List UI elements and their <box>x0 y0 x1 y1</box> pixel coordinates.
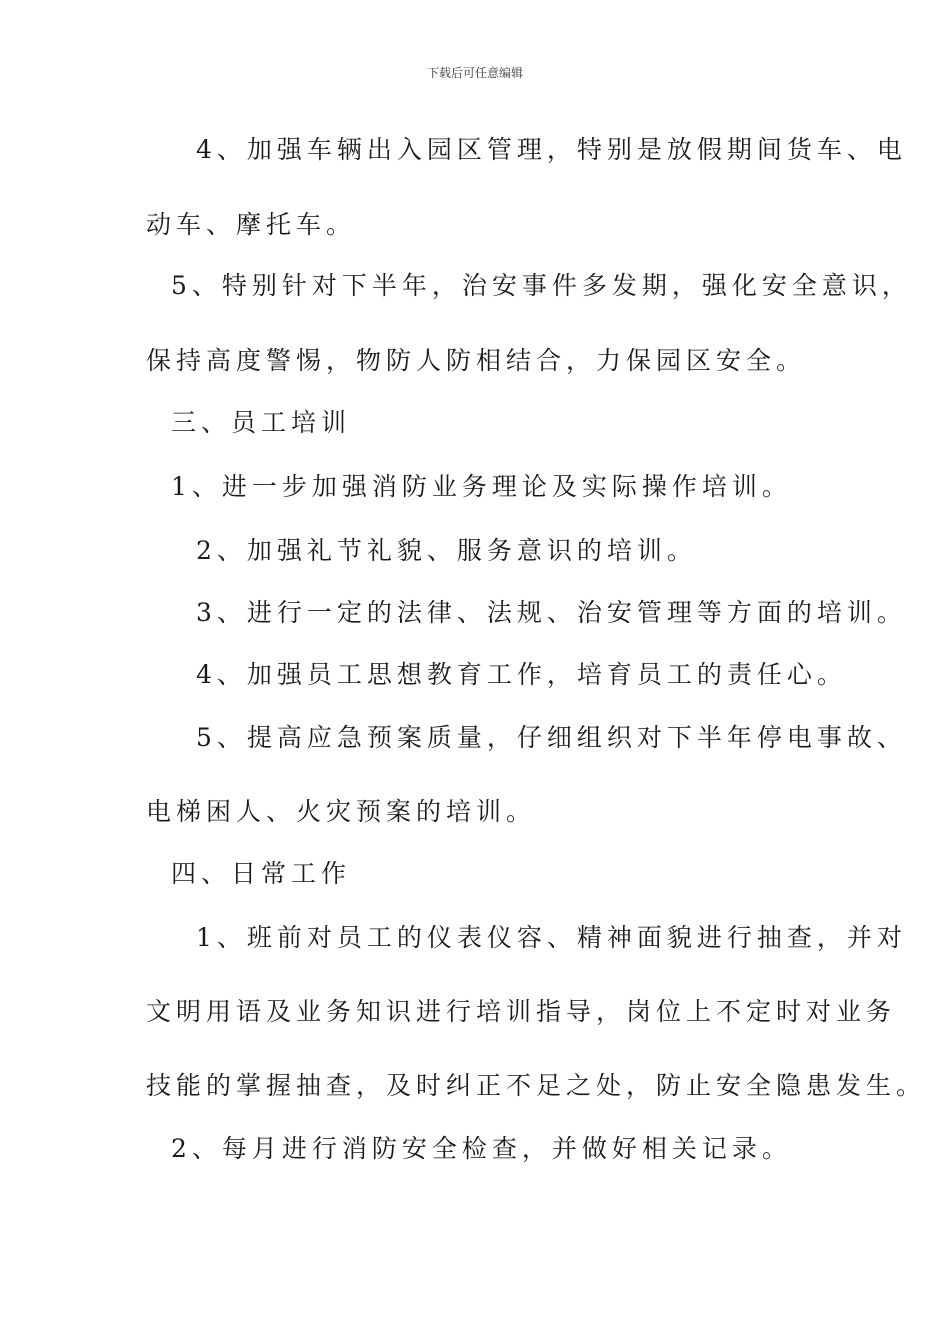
section-heading: 四、日常工作 <box>171 859 352 888</box>
text-line: 4、加强员工思想教育工作，培育员工的责任心。 <box>196 660 847 689</box>
text-line: 1、班前对员工的仪表仪容、精神面貌进行抽查，并对 <box>196 923 907 952</box>
text-line: 动车、摩托车。 <box>146 210 357 239</box>
text-line: 5、提高应急预案质量，仔细组织对下半年停电事故、 <box>196 723 907 752</box>
page-header: 下载后可任意编辑 <box>426 66 523 80</box>
text-line: 4、加强车辆出入园区管理，特别是放假期间货车、电 <box>196 135 907 164</box>
section-heading: 三、员工培训 <box>171 408 352 437</box>
text-line: 3、进行一定的法律、法规、治安管理等方面的培训。 <box>196 598 907 627</box>
text-line: 文明用语及业务知识进行培训指导，岗位上不定时对业务 <box>146 997 897 1026</box>
text-line: 5、特别针对下半年，治安事件多发期，强化安全意识， <box>171 271 912 300</box>
text-line: 技能的掌握抽查，及时纠正不足之处，防止安全隐患发生。 <box>146 1071 927 1100</box>
text-line: 1、进一步加强消防业务理论及实际操作培训。 <box>171 472 792 501</box>
text-line: 电梯困人、火灾预案的培训。 <box>146 797 537 826</box>
text-line: 保持高度警惕，物防人防相结合，力保园区安全。 <box>146 346 807 375</box>
text-line: 2、每月进行消防安全检查，并做好相关记录。 <box>171 1134 792 1163</box>
text-line: 2、加强礼节礼貌、服务意识的培训。 <box>196 536 697 565</box>
